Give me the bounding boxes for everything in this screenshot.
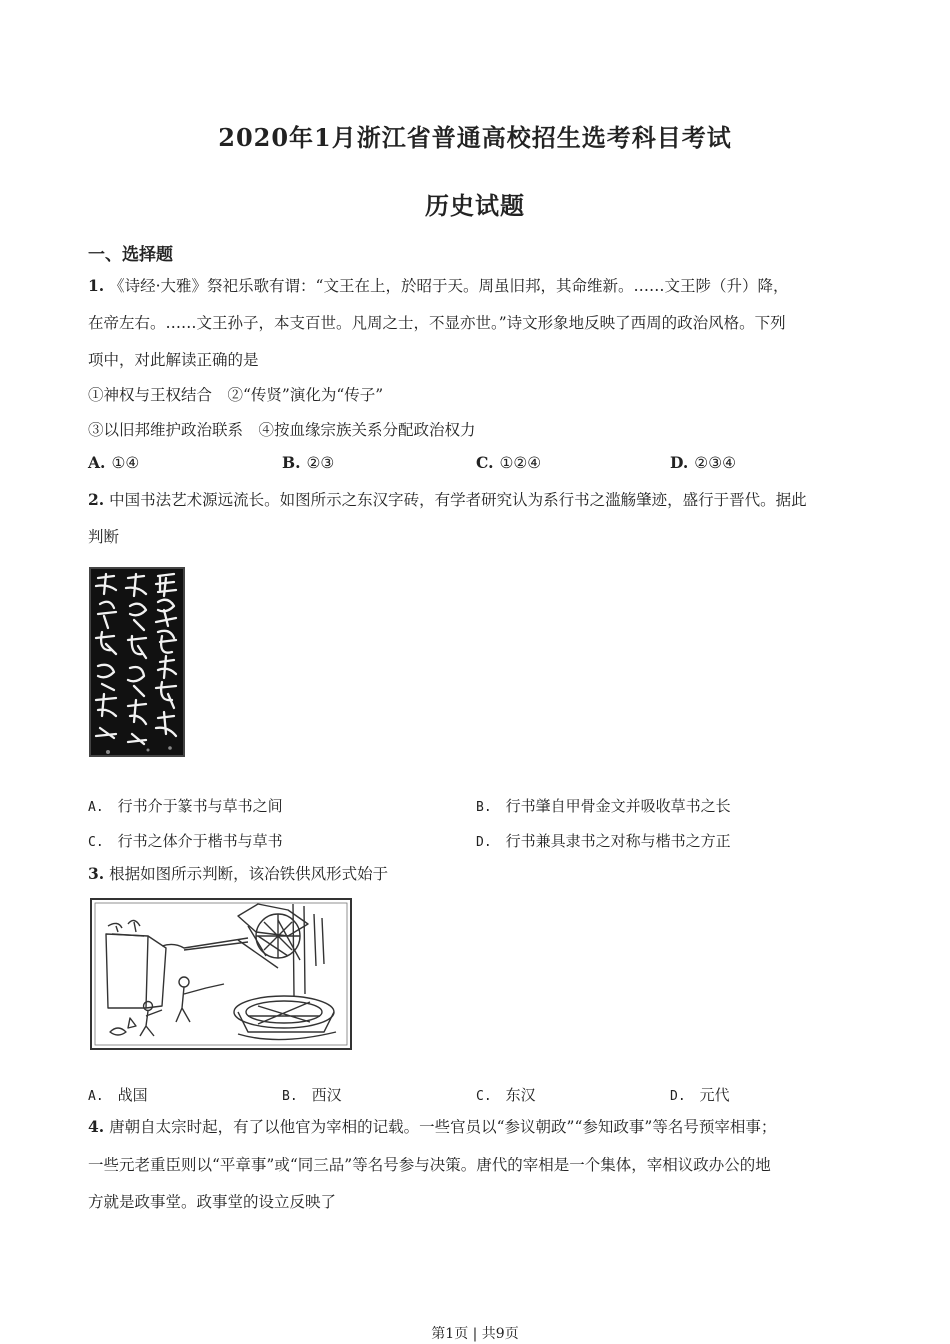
- question-4-number: 4.: [88, 1117, 105, 1136]
- question-2-option-a[interactable]: A. 行书介于篆书与草书之间: [88, 797, 283, 815]
- question-1-option-b[interactable]: B. ②③: [282, 453, 335, 472]
- question-2-text: 中国书法艺术源远流长。如图所示之东汉字砖，有学者研究认为系行书之滥觞肇迹，盛行于晋代。据此: [109, 491, 807, 509]
- question-1-statement-2: ③以旧邦维护政治联系 ④按血缘宗族关系分配政治权力: [88, 421, 476, 439]
- question-3-option-b[interactable]: B. 西汉: [282, 1086, 342, 1104]
- question-1-number: 1.: [88, 276, 105, 295]
- question-4-line-2: 一些元老重臣则以“平章事”或“同三品”等名号参与决策。唐代的宰相是一个集体，宰相议政办公的地: [88, 1156, 771, 1174]
- question-3-option-c[interactable]: C. 东汉: [476, 1086, 536, 1104]
- section-heading: 一、选择题: [88, 245, 173, 265]
- question-4-line-3: 方就是政事堂。政事堂的设立反映了: [88, 1193, 337, 1211]
- question-1-line-1: [88, 276, 788, 296]
- question-2-number: 2.: [88, 490, 105, 509]
- question-2-option-c[interactable]: C. 行书之体介于楷书与草书: [88, 832, 283, 850]
- question-4-line-1: [88, 1117, 776, 1137]
- page-footer: 第1页 | 共9页: [431, 1326, 519, 1342]
- question-2-line-2: 判断: [88, 528, 120, 546]
- question-2-option-d[interactable]: D. 行书兼具隶书之对称与楷书之方正: [476, 832, 731, 850]
- question-4-text: 唐朝自太宗时起，有了以他官为宰相的记载。一些官员以“参议朝政”“参知政事”等名号预宰相事；: [109, 1118, 777, 1136]
- question-2-option-b[interactable]: B. 行书肇自甲骨金文并吸收草书之长: [476, 797, 731, 815]
- question-1-text: 《诗经·大雅》祭祀乐歌有谓：“文王在上，於昭于天。周虽旧邦，其命维新。……文王陟（升）降，: [109, 277, 789, 295]
- question-3-option-a[interactable]: A. 战国: [88, 1086, 148, 1104]
- exam-subtitle: 历史试题: [425, 191, 525, 220]
- question-3-option-d[interactable]: D. 元代: [670, 1086, 730, 1104]
- water-powered-bellows-illustration: [88, 896, 354, 1052]
- question-3-number: 3.: [88, 864, 105, 883]
- question-1-line-3: 项中，对此解读正确的是: [88, 351, 259, 369]
- question-1-line-2: 在帝左右。……文王孙子，本支百世。凡周之士，不显亦世。”诗文形象地反映了西周的政治风格。下列: [88, 314, 786, 332]
- question-1-option-a[interactable]: A. ①④: [88, 453, 140, 472]
- question-1-option-d[interactable]: D. ②③④: [670, 453, 736, 472]
- question-2-line-1: [88, 490, 807, 510]
- exam-title: 2020年1月浙江省普通高校招生选考科目考试: [218, 123, 732, 152]
- question-3-text: 根据如图所示判断，该冶铁供风形式始于: [109, 865, 389, 883]
- question-3-line-1: [88, 864, 388, 884]
- question-1-option-c[interactable]: C. ①②④: [476, 453, 542, 472]
- question-1-statement-1: ①神权与王权结合 ②“传贤”演化为“传子”: [88, 386, 384, 404]
- han-brick-rubbing-image: [88, 566, 186, 758]
